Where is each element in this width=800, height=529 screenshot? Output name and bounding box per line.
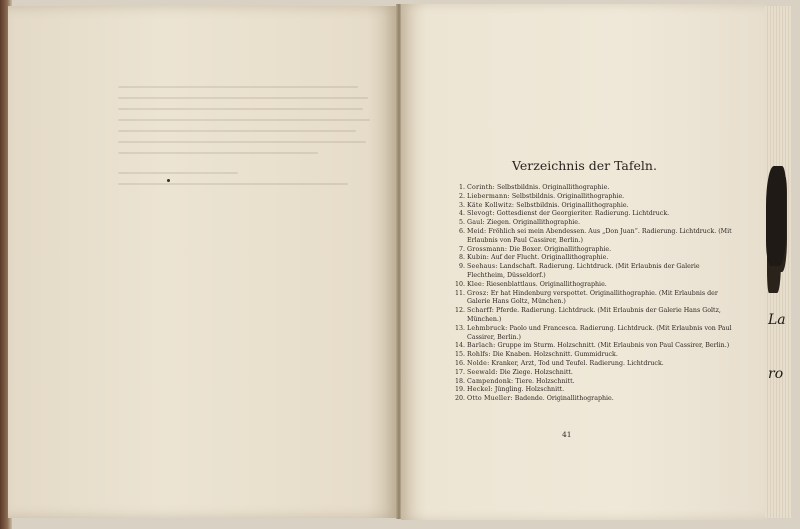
plate-description	[467, 395, 738, 404]
page-number: 41	[562, 430, 572, 439]
plate-entry	[453, 263, 738, 281]
plate-entry	[453, 281, 738, 290]
plate-number: 3.	[458, 201, 465, 209]
plate-number: 15.	[454, 351, 465, 359]
plate-number: 11.	[454, 289, 465, 297]
plate-number: 13.	[454, 324, 465, 332]
plate-description	[467, 254, 738, 263]
plate-artist: Meid:	[467, 227, 487, 235]
plate-number: 1.	[458, 184, 465, 191]
plate-entry	[453, 386, 738, 395]
plate-artist: Rohlfs:	[467, 351, 491, 359]
plate-details: Landschaft. Radierung. Lichtdruck. (Mit Erlaubnis der Galerie Flechtheim, Düsseldorf.)	[467, 263, 700, 279]
plate-entry	[453, 325, 738, 343]
plate-description	[467, 369, 738, 378]
plate-entry	[453, 193, 738, 202]
plate-number: 14.	[454, 342, 465, 350]
plate-details: Tiere. Holzschnitt.	[513, 377, 575, 385]
plate-description	[467, 184, 738, 193]
plate-artist: Gaul:	[467, 219, 485, 227]
plate-number: 20.	[454, 395, 465, 403]
plate-entry	[453, 246, 738, 255]
plate-details: Gruppe im Sturm. Holzschnitt. (Mit Erlaubnis von Paul Cassirer, Berlin.)	[495, 342, 730, 350]
plate-artist: Grossmann:	[467, 245, 508, 253]
plate-details: Die Boxer. Originallithographie.	[507, 245, 612, 253]
plate-artist: Grosz:	[467, 289, 489, 297]
plate-details: Ziegen. Originallithographie.	[484, 219, 581, 227]
plate-description	[467, 228, 738, 246]
plate-number: 18.	[454, 377, 465, 385]
plate-details: Selbstbildnis. Originallithographie.	[495, 184, 610, 191]
plate-description	[467, 202, 738, 211]
edge-mark-1: La	[768, 312, 786, 328]
page-title: Verzeichnis der Tafeln.	[512, 158, 657, 173]
plate-details: Riesenblattlaus. Originallithographie.	[484, 280, 607, 288]
show-through-text	[118, 86, 373, 226]
plate-details: Badende. Originallithographie.	[512, 395, 614, 403]
plate-number: 9.	[458, 263, 465, 271]
plate-number: 19.	[454, 386, 465, 394]
plate-artist: Seewald:	[467, 368, 498, 376]
plate-number: 12.	[454, 307, 465, 315]
plate-description	[467, 246, 738, 255]
plate-entry	[453, 307, 738, 325]
plate-artist: Campendonk:	[467, 377, 514, 385]
ink-speck	[167, 179, 170, 182]
plate-details: Die Knaben. Holzschnitt. Gummidruck.	[490, 351, 618, 359]
plate-artist: Klee:	[467, 280, 485, 288]
plate-number: 5.	[458, 219, 465, 227]
plate-description	[467, 351, 738, 360]
plate-details: Kranker, Arzt, Tod und Teufel. Radierung. Lichtdruck.	[489, 359, 664, 367]
plate-details: Die Ziege. Holzschnitt.	[497, 368, 573, 376]
plate-entry	[453, 395, 738, 404]
plate-artist: Scharff:	[467, 307, 495, 315]
plate-description	[467, 378, 738, 387]
plate-details: Selbstbildnis. Originallithographie.	[509, 192, 625, 200]
plate-artist: Lehmbruck:	[467, 324, 508, 332]
plate-number: 7.	[458, 245, 465, 253]
edge-mark-2: ro	[768, 366, 784, 382]
plate-description	[467, 281, 738, 290]
plate-artist: Nolde:	[467, 359, 490, 367]
plate-description	[467, 263, 738, 281]
plate-details: Jüngling. Holzschnitt.	[492, 386, 565, 394]
plate-entry	[453, 378, 738, 387]
plate-entry	[453, 254, 738, 263]
plate-artist: Otto Mueller:	[467, 395, 513, 403]
plate-details: Pferde. Radierung. Lichtdruck. (Mit Erlaubnis der Galerie Hans Goltz, München.)	[467, 307, 721, 323]
plate-number: 4.	[458, 210, 465, 218]
plate-number: 16.	[454, 359, 465, 367]
plate-description	[467, 386, 738, 395]
plate-details: Fröhlich sei mein Abendessen. Aus „Don Juan“. Radierung. Lichtdruck. (Mit Erlaubnis von Paul Cassirer, Berlin.)	[467, 227, 732, 244]
plate-artist: Seehaus:	[467, 263, 498, 271]
plate-description	[467, 342, 738, 351]
plate-artist: Barlach:	[467, 342, 496, 350]
plate-description	[467, 325, 738, 343]
plate-description	[467, 360, 738, 369]
plate-details: Paolo und Francesca. Radierung. Lichtdruck. (Mit Erlaubnis von Paul Cassirer, Berlin.)	[467, 324, 732, 341]
plate-entry	[453, 342, 738, 351]
plate-details: Auf der Flucht. Originallithographie.	[489, 254, 609, 262]
ink-blot	[766, 166, 786, 266]
plate-entry	[453, 369, 738, 378]
plate-description	[467, 290, 738, 308]
plate-details: Gottesdienst der Georgieriter. Radierung. Lichtdruck.	[494, 210, 670, 218]
plate-entry	[453, 290, 738, 308]
plate-number: 10.	[454, 280, 465, 288]
plate-number: 2.	[458, 192, 465, 200]
plate-number: 8.	[458, 254, 465, 262]
plate-entry	[453, 210, 738, 219]
plate-artist: Slevogt:	[467, 210, 495, 218]
plate-artist: Kubin:	[467, 254, 490, 262]
plate-description	[467, 210, 738, 219]
plate-description	[467, 307, 738, 325]
plate-entry	[453, 202, 738, 211]
plate-entry	[453, 351, 738, 360]
plate-number: 6.	[458, 227, 465, 235]
plate-entry	[453, 184, 738, 193]
plate-details: Selbstbildnis. Originallithographie.	[514, 201, 629, 209]
plate-description	[467, 219, 738, 228]
plate-artist: Heckel:	[467, 386, 493, 394]
plate-list	[453, 184, 738, 404]
plate-details: Er hat Hindenburg verspottet. Originallithographie. (Mit Erlaubnis der Galerie Hans Goltz, München.)	[467, 289, 718, 306]
plate-artist: Liebermann:	[467, 192, 510, 200]
left-page	[8, 6, 398, 518]
plate-description	[467, 193, 738, 202]
plate-entry	[453, 360, 738, 369]
plate-artist: Käte Kollwitz:	[467, 201, 515, 209]
plate-entry	[453, 228, 738, 246]
plate-entry	[453, 219, 738, 228]
plate-artist: Corinth:	[467, 184, 495, 191]
plate-number: 17.	[454, 368, 465, 376]
